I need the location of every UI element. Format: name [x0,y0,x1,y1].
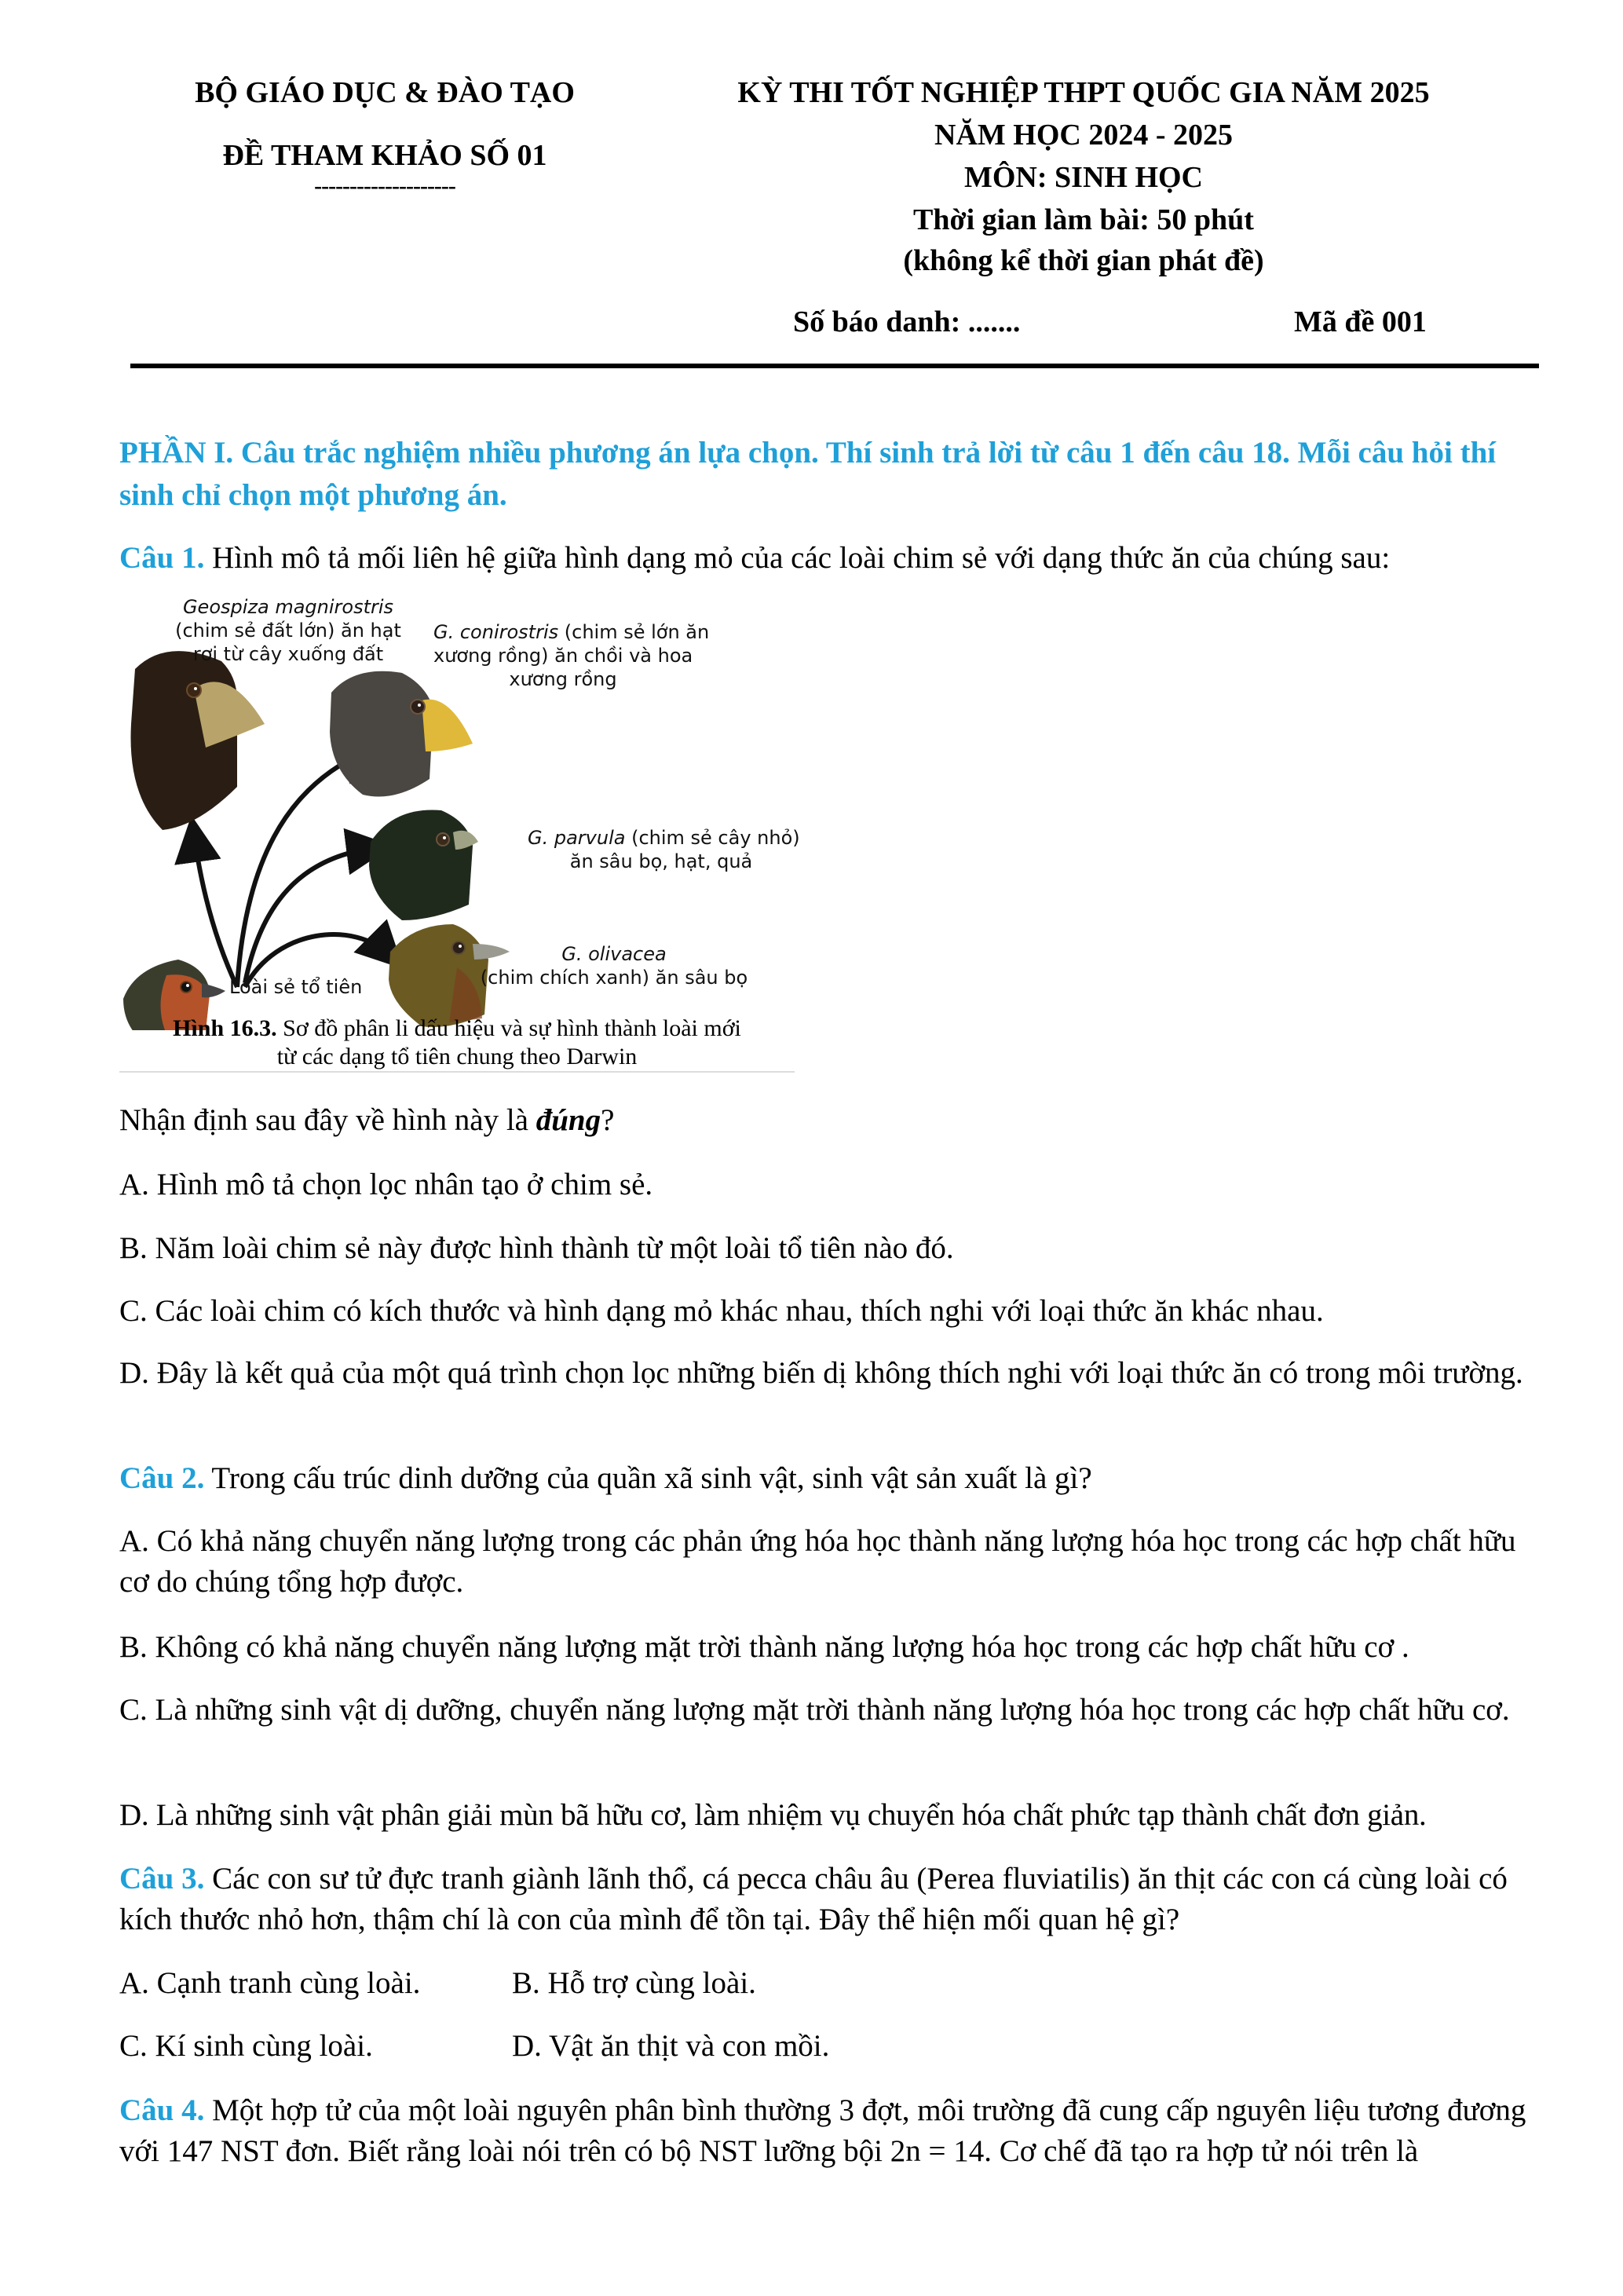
arrow-to-magnirostris [194,834,237,987]
question-text: Các con sư tử đực tranh giành lãnh thổ, cá pecca châu âu (Perea fluviatilis) ăn thịt các con cá cùng loài có kích thước nhỏ hơn, thậm chí là con của mình để tồn tại. Đây thể hiện mối quan hệ gì? [119,1862,1508,1936]
school-year: NĂM HỌC 2024 - 2025 [934,119,1233,152]
question-text: Một hợp tử của một loài nguyên phân bình thường 3 đợt, môi trường đã cung cấp nguyên liệu tương đương với 147 NST đơn. Biết rằng loài nói trên có bộ NST lưỡng bội 2n = 14. Cơ chế đã tạo ra hợp tử nói trên là [119,2093,1526,2168]
q2-option-a[interactable]: A. Có khả năng chuyển năng lượng trong các phản ứng hóa học thành năng lượng hóa học trong các hợp chất hữu cơ do chúng tổng hợp được. [119,1524,1516,1599]
part1-heading: PHẦN I. Câu trắc nghiệm nhiều phương án lựa chọn. Thí sinh trả lời từ câu 1 đến câu 18. Mỗi câu hỏi thí sinh chỉ chọn một phương án. [119,436,1497,512]
exam-title: KỲ THI TỐT NGHIỆP THPT QUỐC GIA NĂM 2025 [737,76,1430,109]
figure-bottom-border [119,1071,795,1073]
magnirostris-name: Geospiza magnirostris [182,596,394,618]
question-2 [119,1457,1548,1500]
arrow-to-conirostris [237,751,367,987]
question-label: Câu 3. [119,1862,205,1896]
prompt-end: ? [601,1103,615,1137]
q1-option-a[interactable]: A. Hình mô tả chọn lọc nhân tạo ở chim sẻ. [119,1168,653,1201]
subject: MÔN: SINH HỌC [964,161,1203,194]
duration-note: (không kể thời gian phát đề) [903,244,1264,277]
q2-option-b[interactable]: B. Không có khả năng chuyển năng lượng mặt trời thành năng lượng hóa học trong các hợp chất hữu cơ . [119,1630,1409,1664]
q3-option-b[interactable]: B. Hỗ trợ cùng loài. [512,1966,756,2000]
q2-option-c[interactable]: C. Là những sinh vật dị dưỡng, chuyển năng lượng mặt trời thành năng lượng hóa học trong các hợp chất hữu cơ. [119,1693,1510,1727]
label-ancestor: Loài sẻ tổ tiên [229,976,363,998]
candidate-number: Số báo danh: ....... [793,305,1021,338]
conirostris-desc-1: (chim sẻ lớn ăn [558,621,710,643]
question-1 [119,537,1548,579]
exam-code: Mã đề 001 [1294,305,1427,338]
q1-option-d[interactable]: D. Đây là kết quả của một quá trình chọn lọc những biến dị không thích nghi với loại thức ăn có trong môi trường. [119,1356,1523,1390]
olivacea-name: G. olivacea [561,943,667,965]
label-magnirostris [159,595,418,666]
olivacea-desc: (chim chích xanh) ăn sâu bọ [480,967,748,989]
finch-figure [119,590,800,1077]
label-olivacea [465,942,763,989]
conirostris-desc-2: xương rồng) ăn chồi và hoa [433,645,693,667]
q3-option-d[interactable]: D. Vật ăn thịt và con mồi. [512,2029,830,2063]
q1-option-c[interactable]: C. Các loài chim có kích thước và hình dạng mỏ khác nhau, thích nghi với loại thức ăn khác nhau. [119,1294,1324,1328]
question-text: Hình mô tả mối liên hệ giữa hình dạng mỏ của các loài chim sẻ với dạng thức ăn của chúng sau: [212,541,1391,575]
parvula-desc-1: (chim sẻ cây nhỏ) [625,827,800,849]
magnirostris-desc-2: rơi từ cây xuống đất [192,643,384,665]
question-label: Câu 2. [119,1461,205,1495]
label-parvula [528,826,800,873]
exam-reference: ĐỀ THAM KHẢO SỐ 01 [222,139,547,172]
parvula-name: G. parvula [528,827,626,849]
label-conirostris [433,620,710,691]
conirostris-name: G. conirostris [433,621,559,643]
parvula-bird [369,810,478,921]
header-divider [130,364,1539,368]
question-4 [119,2090,1548,2172]
question-text: Trong cấu trúc dinh dưỡng của quần xã sinh vật, sinh vật sản xuất là gì? [204,1461,1092,1495]
figure-caption-label: Hình 16.3. [173,1015,277,1041]
q3-option-c[interactable]: C. Kí sinh cùng loài. [119,2029,373,2063]
figure-caption-text-1: Sơ đồ phân li dấu hiệu và sự hình thành loài mới [276,1015,741,1041]
question-3 [119,1859,1548,1940]
question-1-prompt [119,1099,1548,1142]
prompt-emphasis: đúng [536,1103,601,1137]
duration: Thời gian làm bài: 50 phút [913,203,1254,236]
question-label: Câu 1. [119,541,205,575]
magnirostris-bird [131,651,265,830]
parvula-desc-2: ăn sâu bọ, hạt, quả [569,850,753,872]
q1-option-b[interactable]: B. Năm loài chim sẻ này được hình thành từ một loài tổ tiên nào đó. [119,1231,954,1265]
question-label: Câu 4. [119,2093,205,2127]
ministry-name: BỘ GIÁO DỤC & ĐÀO TẠO [195,76,575,109]
figure-caption [119,1015,795,1071]
q3-option-a[interactable]: A. Cạnh tranh cùng loài. [119,1966,421,2000]
magnirostris-desc-1: (chim sẻ đất lớn) ăn hạt [175,620,401,642]
figure-caption-text-2: từ các dạng tổ tiên chung theo Darwin [276,1044,638,1069]
q2-option-d[interactable]: D. Là những sinh vật phân giải mùn bã hữu cơ, làm nhiệm vụ chuyển hóa chất phức tạp thành chất đơn giản. [119,1798,1427,1832]
prompt-text: Nhận định sau đây về hình này là [119,1103,536,1137]
header-dashes: -------------------- [314,173,455,199]
conirostris-desc-3: xương rồng [509,668,617,690]
